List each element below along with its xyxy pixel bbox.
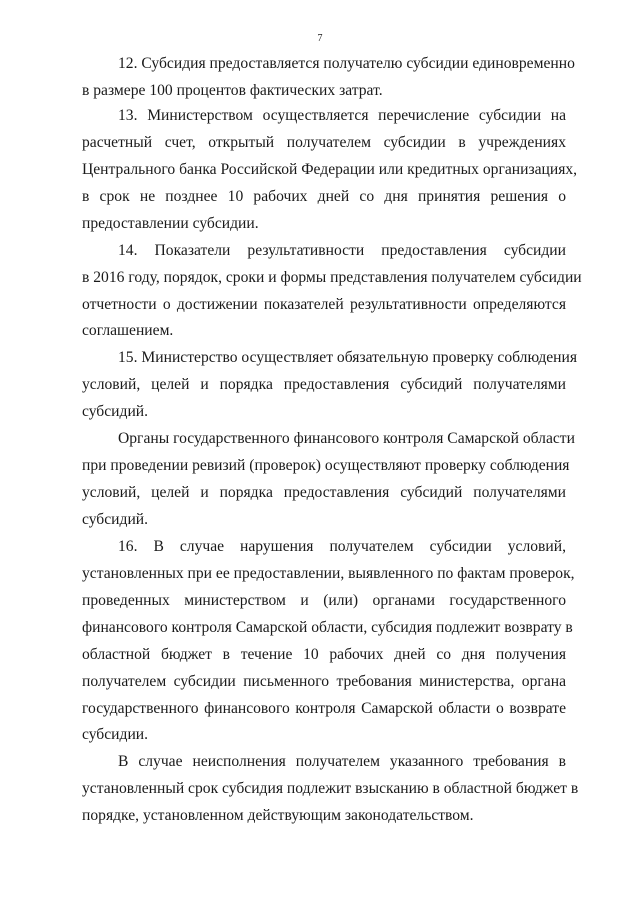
text-line: в срок не позднее 10 рабочих дней со дня принятия решения о (82, 188, 566, 205)
text-line: субсидии. (82, 726, 149, 743)
text-line: предоставлении субсидии. (82, 215, 259, 232)
page-number: 7 (317, 33, 323, 44)
text-line: 14. Показатели результативности предоставления субсидии (118, 242, 566, 259)
text-line: областной бюджет в течение 10 рабочих дней со дня получения (82, 646, 566, 663)
text-line: Органы государственного финансового контроля Самарской области (118, 430, 575, 447)
text-line: установленных при ее предоставлении, выявленного по фактам проверок, (82, 565, 575, 582)
text-line: соглашением. (82, 322, 174, 339)
text-line: В случае неисполнения получателем указанного требования в (118, 753, 566, 770)
text-line: 16. В случае нарушения получателем субсидии условий, (118, 538, 566, 555)
text-line: установленный срок субсидия подлежит взысканию в областной бюджет в (82, 780, 579, 797)
text-line: в размере 100 процентов фактических затрат. (82, 82, 383, 99)
text-line: 12. Субсидия предоставляется получателю субсидии единовременно (118, 55, 575, 72)
text-line: условий, целей и порядка предоставления субсидий получателями (82, 484, 566, 501)
text-line: порядке, установленном действующим законодательством. (82, 807, 474, 824)
text-line: проведенных министерством и (или) органами государственного (82, 592, 566, 609)
text-line: 15. Министерство осуществляет обязательную проверку соблюдения (118, 349, 578, 366)
text-line: 13. Министерством осуществляется перечисление субсидии на (118, 107, 566, 124)
text-line: отчетности о достижении показателей результативности определяются (82, 296, 566, 313)
text-line: субсидий. (82, 403, 149, 420)
text-line: государственного финансового контроля Самарской области о возврате (82, 700, 566, 717)
text-line: Центрального банка Российской Федерации или кредитных организациях, (82, 161, 578, 178)
text-line: при проведении ревизий (проверок) осуществляют проверку соблюдения (82, 457, 570, 474)
text-line: получателем субсидии письменного требования министерства, органа (82, 673, 566, 690)
text-line: расчетный счет, открытый получателем субсидии в учреждениях (82, 134, 566, 151)
text-line: финансового контроля Самарской области, субсидия подлежит возврату в (82, 619, 573, 636)
text-line: субсидий. (82, 511, 149, 528)
text-line: условий, целей и порядка предоставления субсидий получателями (82, 376, 566, 393)
text-line: в 2016 году, порядок, сроки и формы представления получателем субсидии (82, 269, 582, 286)
